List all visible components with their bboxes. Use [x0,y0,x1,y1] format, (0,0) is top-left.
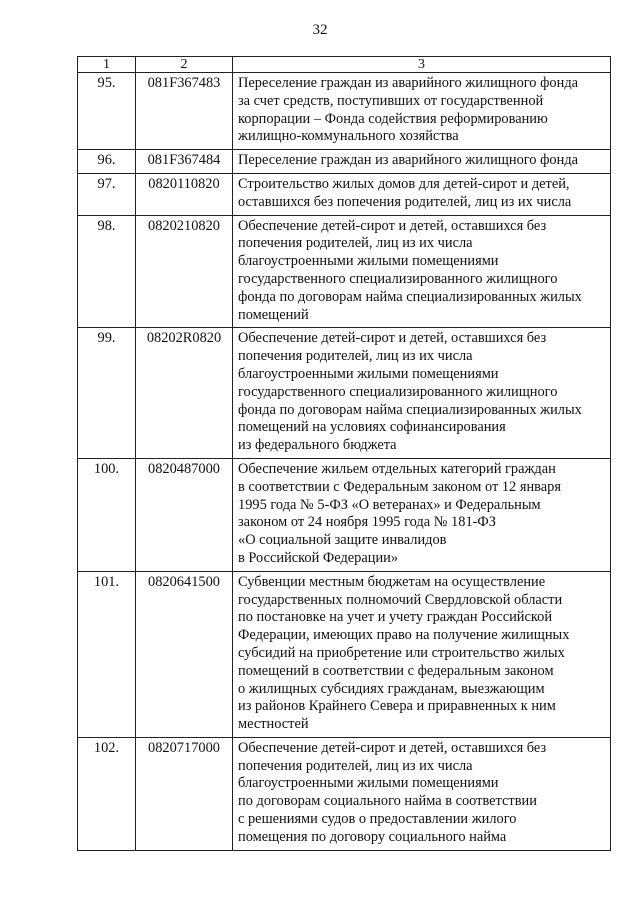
row-number: 101. [78,571,136,737]
row-description: Обеспечение детей-сирот и детей, оставшихся без попечения родителей, лиц из их числа благоустроенными жилыми помещениями государственного специализированного жилищного фонда по договорам найма специализированных жилых помещений на условиях софинансирования из федерального бюджета [233,328,611,459]
row-description: Обеспечение детей-сирот и детей, оставшихся без попечения родителей, лиц из их числа благоустроенными жилыми помещениями по договорам социального найма в соответствии с решениями судов о предоставлении жилого помещения по договору социального найма [233,737,611,850]
row-description: Обеспечение жильем отдельных категорий граждан в соответствии с Федеральным законом от 12 января 1995 года № 5-ФЗ «О ветеранах» и Федеральным законом от 24 ноября 1995 года № 181-ФЗ «О социальной защите инвалидов в Российской Федерации» [233,458,611,571]
table-row [78,150,611,174]
row-number: 96. [78,150,136,174]
row-description: Строительство жилых домов для детей-сирот и детей, оставшихся без попечения родителей, лиц из их числа [233,173,611,215]
row-code: 081F367484 [136,150,233,174]
row-code: 0820110820 [136,173,233,215]
header-col-1: 1 [78,57,136,73]
table-row [78,215,611,328]
row-description: Переселение граждан из аварийного жилищного фонда [233,150,611,174]
table-row [78,571,611,737]
budget-codes-table [77,56,611,851]
header-col-2: 2 [136,57,233,73]
table-row [78,458,611,571]
row-number: 100. [78,458,136,571]
row-number: 99. [78,328,136,459]
table-row [78,328,611,459]
table-row [78,737,611,850]
row-code: 081F367483 [136,73,233,150]
page-number: 32 [312,22,328,38]
row-code: 08202R0820 [136,328,233,459]
row-description: Переселение граждан из аварийного жилищного фонда за счет средств, поступивших от государственной корпорации – Фонда содействия реформированию жилищно-коммунального хозяйства [233,73,611,150]
row-description: Субвенции местным бюджетам на осуществление государственных полномочий Свердловской области по постановке на учет и учету граждан Российской Федерации, имеющих право на получение жилищных субсидий на приобретение или строительство жилых помещений в соответствии с федеральным законом о жилищных субсидиях гражданам, выезжающим из районов Крайнего Севера и приравненных к ним местностей [233,571,611,737]
row-number: 98. [78,215,136,328]
row-number: 97. [78,173,136,215]
row-number: 102. [78,737,136,850]
row-code: 0820487000 [136,458,233,571]
row-description: Обеспечение детей-сирот и детей, оставшихся без попечения родителей, лиц из их числа благоустроенными жилыми помещениями государственного специализированного жилищного фонда по договорам найма специализированных жилых помещений [233,215,611,328]
row-number: 95. [78,73,136,150]
row-code: 0820210820 [136,215,233,328]
header-col-3: 3 [233,57,611,73]
header-row [78,57,611,73]
row-code: 0820717000 [136,737,233,850]
table-row [78,173,611,215]
table-row [78,73,611,150]
row-code: 0820641500 [136,571,233,737]
